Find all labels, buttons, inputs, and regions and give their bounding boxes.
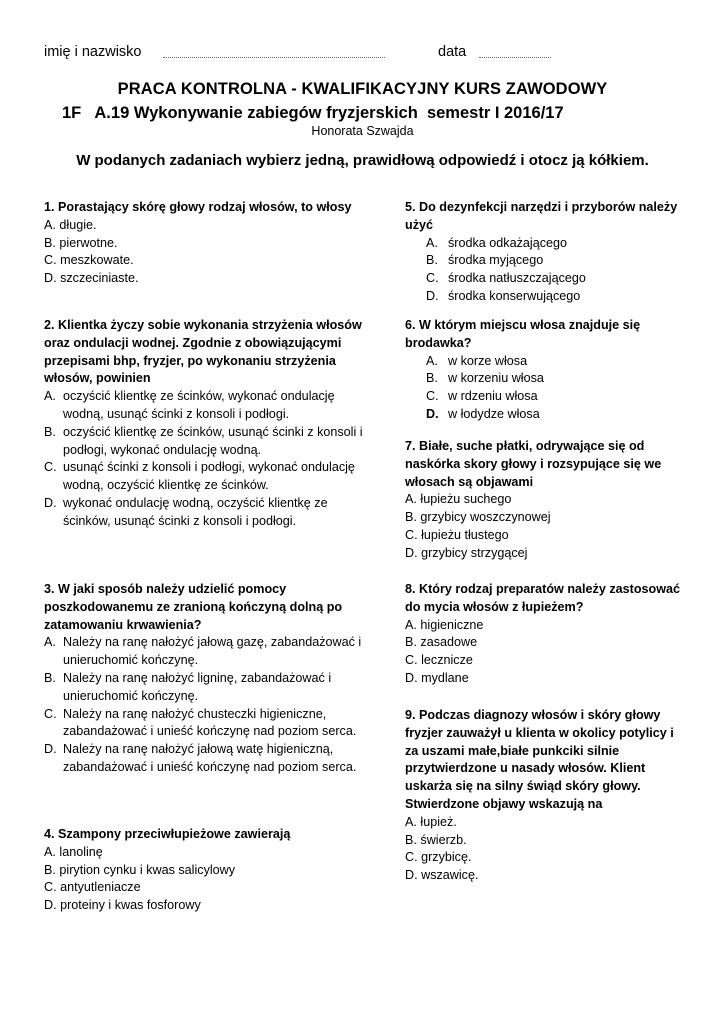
answer-letter: B. [44, 670, 56, 685]
name-label: imię i nazwisko [44, 44, 142, 60]
answer-option[interactable] [44, 424, 369, 460]
answer-letter: A. [44, 635, 56, 650]
answer-option[interactable] [405, 370, 690, 388]
question-3 [44, 581, 369, 777]
answer-list [405, 617, 690, 688]
answer-option[interactable] [405, 353, 690, 371]
answer-text: środka konserwującego [448, 288, 581, 303]
answer-option[interactable]: A. higieniczne [405, 617, 484, 632]
answer-letter: C. [426, 389, 439, 404]
answer-option[interactable] [44, 459, 369, 495]
title-line-1: PRACA KONTROLNA - KWALIFIKACYJNY KURS ZAWODOWY [117, 80, 608, 98]
answer-option[interactable] [405, 406, 690, 424]
answer-option[interactable]: A. łupież. [405, 814, 457, 829]
answer-text: w rdzeniu włosa [448, 389, 538, 404]
answer-option[interactable]: C. grzybicę. [405, 850, 472, 865]
answer-list [44, 388, 369, 530]
question-2 [44, 317, 369, 531]
question-5 [405, 199, 690, 306]
answer-letter: B. [44, 424, 56, 439]
answer-letter: C. [44, 460, 57, 475]
question-text: 6. W którym miejscu włosa znajduje się brodawka? [405, 318, 641, 350]
answer-option[interactable] [405, 288, 690, 306]
instruction: W podanych zadaniach wybierz jedną, prawidłową odpowiedź i otocz ją kółkiem. [76, 152, 649, 169]
answer-option[interactable]: A. łupieżu suchego [405, 492, 512, 507]
question-text: 5. Do dezynfekcji narzędzi i przyborów należy użyć [405, 200, 678, 232]
question-6 [405, 317, 690, 424]
answer-option[interactable]: C. meszkowate. [44, 253, 134, 268]
answer-list [405, 235, 690, 306]
answer-option[interactable]: D. szczeciniaste. [44, 271, 139, 286]
answer-list [405, 353, 690, 424]
answer-option[interactable] [44, 741, 369, 777]
answer-option[interactable]: D. proteiny i kwas fosforowy [44, 898, 201, 913]
answer-text: środka odkażającego [448, 235, 568, 250]
question-9 [405, 707, 690, 885]
answer-text: usunąć ścinki z konsoli i podłogi, wykonać ondulację wodną, oczyścić klientkę ze ścinków. [63, 460, 355, 493]
answer-letter: D. [426, 406, 439, 421]
answer-option[interactable]: B. świerzb. [405, 832, 467, 847]
answer-letter: C. [426, 271, 439, 286]
date-label: data [438, 44, 467, 60]
answer-text: oczyścić klientkę ze ścinków, usunąć ścinki z konsoli i podłogi, wykonać ondulację wodną. [63, 424, 363, 457]
answer-letter: C. [44, 706, 57, 721]
answer-text: w korze włosa [448, 353, 528, 368]
answer-letter: D. [426, 288, 439, 303]
answer-option[interactable] [44, 706, 369, 742]
answer-option[interactable] [44, 670, 369, 706]
answer-list [44, 634, 369, 776]
answer-option[interactable]: D. wszawicę. [405, 868, 479, 883]
question-text: 7. Białe, suche płatki, odrywające się od naskórka skory głowy i rozsypujące się we włosach są objawami [405, 439, 662, 489]
question-8 [405, 581, 690, 688]
answer-option[interactable]: B. grzybicy woszczynowej [405, 510, 551, 525]
answer-option[interactable]: C. lecznicze [405, 653, 473, 668]
answer-text: Należy na ranę nałożyć jałową watę higieniczną, zabandażować i unieść kończynę nad poziom serca. [63, 742, 357, 774]
answer-text: środka natłuszczającego [448, 271, 586, 286]
answer-option[interactable] [44, 388, 369, 424]
answer-option[interactable] [405, 252, 690, 270]
question-text: 9. Podczas diagnozy włosów i skóry głowy fryzjer zauważył u klienta w okolicy potylicy i za uszami małe,białe punkciki silnie przytwierdzone u nasady włosów. Klient uskarża się na silny świąd skóry głowy. Stwierdzone objawy wskazują na [405, 708, 674, 811]
answer-option[interactable]: A. lanolinę [44, 844, 103, 859]
question-1 [44, 199, 369, 288]
answer-text: w łodydze włosa [448, 406, 540, 421]
answer-letter: B. [426, 253, 438, 268]
answer-letter: A. [44, 389, 56, 404]
answer-option[interactable] [405, 270, 690, 288]
answer-text: Należy na ranę nałożyć jałową gazę, zabandażować i unieruchomić kończynę. [63, 635, 362, 668]
answer-list [44, 217, 369, 288]
answer-option[interactable] [44, 634, 369, 670]
answer-option[interactable]: B. pirytion cynku i kwas salicylowy [44, 862, 236, 877]
question-7 [405, 438, 690, 563]
answer-option[interactable]: A. długie. [44, 217, 97, 232]
answer-text: środka myjącego [448, 253, 544, 268]
question-text: 2. Klientka życzy sobie wykonania strzyżenia włosów oraz ondulacji wodnej. Zgodnie z obowiązującymi przepisami bhp, fryzjer, po wykonaniu strzyżenia włosów, powinien [44, 318, 362, 386]
answer-text: Należy na ranę nałożyć chusteczki higieniczne, zabandażować i unieść kończynę nad poziom serca. [63, 706, 357, 739]
answer-option[interactable] [405, 235, 690, 253]
answer-option[interactable]: C. łupieżu tłustego [405, 527, 509, 542]
answer-option[interactable]: C. antyutleniacze [44, 880, 141, 895]
answer-text: oczyścić klientkę ze ścinków, wykonać ondulację wodną, usunąć ścinki z konsoli i podłogi. [63, 389, 335, 421]
answer-option[interactable]: D. grzybicy strzygącej [405, 545, 528, 560]
answer-letter: A. [426, 353, 438, 368]
title-line-2: 1F A.19 Wykonywanie zabiegów fryzjerskich semestr I 2016/17 [62, 104, 564, 122]
answer-letter: D. [44, 495, 57, 510]
answer-letter: B. [426, 371, 438, 386]
answer-text: w korzeniu włosa [448, 371, 544, 386]
question-text: 1. Porastający skórę głowy rodzaj włosów, to włosy [44, 200, 352, 214]
answer-text: wykonać ondulację wodną, oczyścić klientkę ze ścinków, usunąć ścinki z konsoli i podłogi. [63, 495, 328, 528]
answer-option[interactable]: D. mydlane [405, 670, 469, 685]
answer-option[interactable] [44, 495, 369, 531]
answer-option[interactable]: B. zasadowe [405, 635, 478, 650]
answer-option[interactable]: B. pierwotne. [44, 235, 118, 250]
answer-list [405, 814, 690, 885]
answer-list [405, 491, 690, 562]
answer-letter: D. [44, 742, 57, 757]
question-text: 8. Który rodzaj preparatów należy zastosować do mycia włosów z łupieżem? [405, 582, 681, 614]
answer-option[interactable] [405, 388, 690, 406]
question-text: 4. Szampony przeciwłupieżowe zawierają [44, 827, 291, 841]
answer-list [44, 844, 369, 915]
question-text: 3. W jaki sposób należy udzielić pomocy poszkodowanemu ze zranioną kończyną dolną po zatamowaniu krwawienia? [44, 582, 343, 632]
answer-text: Należy na ranę nałożyć ligninę, zabandażować i unieruchomić kończynę. [63, 670, 332, 703]
question-4 [44, 826, 369, 915]
name-fill-line [163, 57, 385, 58]
answer-letter: A. [426, 235, 438, 250]
author: Honorata Szwajda [311, 124, 414, 138]
date-fill-line [479, 57, 551, 58]
